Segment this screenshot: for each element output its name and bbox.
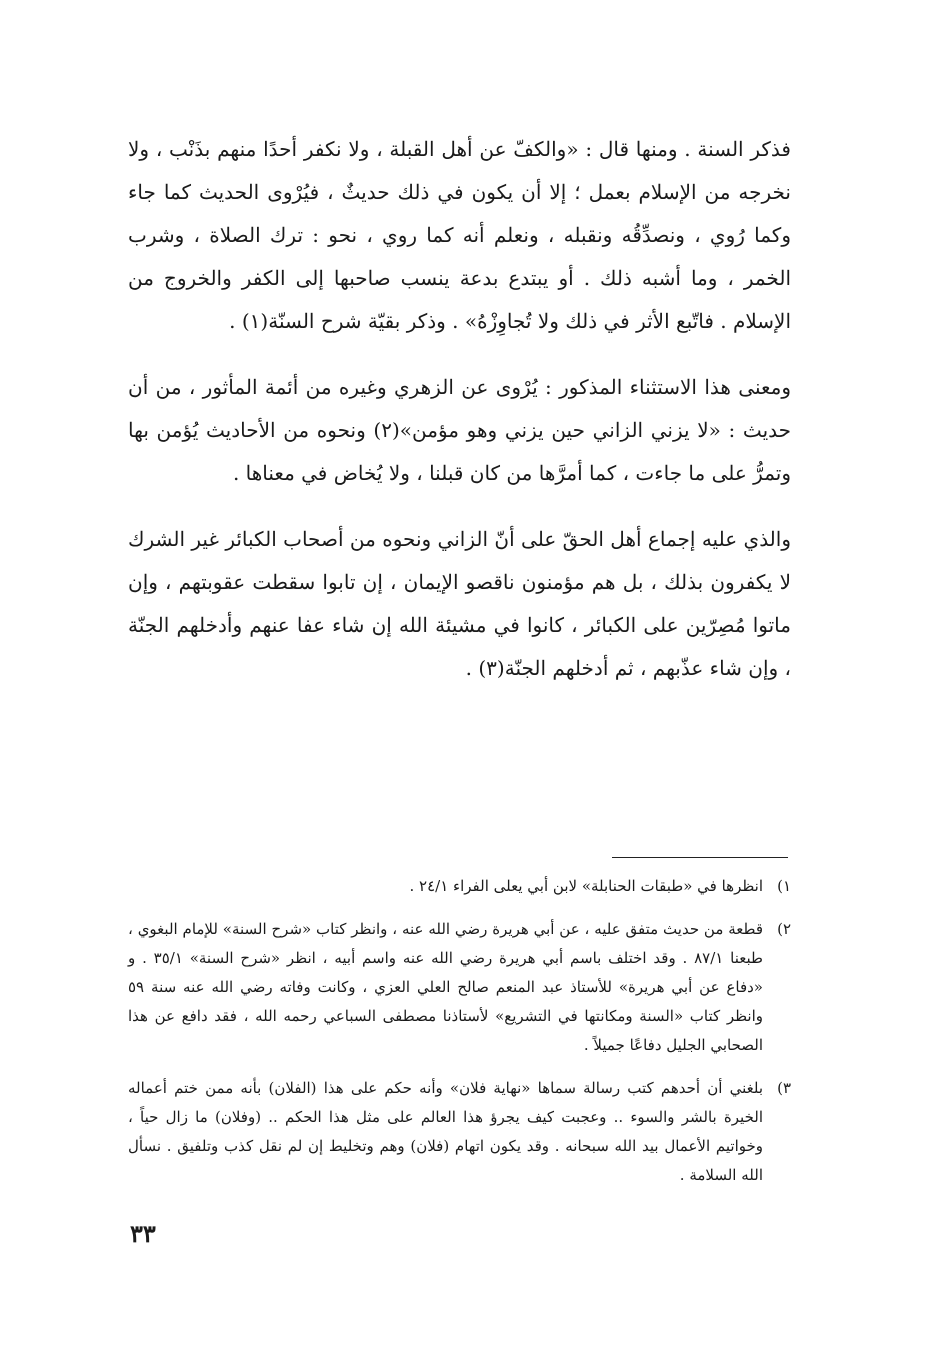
paragraph-2: ومعنى هذا الاستثناء المذكور : يُرْوى عن الزهري وغيره من أئمة المأثور ، من أن حديث : «لا يزني الزاني حين يزني وهو مؤمن»(٢) ونحوه من الأحاديث يُؤمن بها وتمرُّ على ما جاءت ، كما أمرَّها من كان قبلنا ، ولا يُخاض في معناها . xyxy=(128,375,791,485)
footnote-number: ١) xyxy=(777,877,791,895)
page-number: ٣٣ xyxy=(130,1219,156,1248)
footnote-number: ٣) xyxy=(777,1079,791,1097)
footnote-text: بلغني أن أحدهم كتب رسالة سماها «نهاية فلان» وأنه حكم على هذا (الفلان) بأنه ممن ختم أعماله الخيرة بالشر والسوء .. وعجبت كيف يجرؤ هذا العالم على مثل هذا الحكم .. (وفلان) ما زال حياً ، وخواتيم الأعمال بيد الله سبحانه . وقد يكون اتهام (فلان) وهم وتخليط إن لم نقل كذب وتلفيق . نسأل الله السلامة . xyxy=(128,1079,763,1184)
paragraph-3: والذي عليه إجماع أهل الحقّ على أنّ الزاني ونحوه من أصحاب الكبائر غير الشرك لا يكفرون بذلك ، بل هم مؤمنون ناقصو الإيمان ، إن تابوا سقطت عقوبتهم ، وإن ماتوا مُصِرّين على الكبائر ، كانوا في مشيئة الله إن شاء عفا عنهم وأدخلهم الجنّة ، وإن شاء عذّبهم ، ثم أدخلهم الجنّة(٣) . xyxy=(128,527,791,680)
footnote-2 xyxy=(128,915,791,1060)
footnote-separator xyxy=(612,857,788,858)
footnote-number: ٢) xyxy=(777,920,791,938)
footnote-3 xyxy=(128,1074,791,1190)
footnote-text: قطعة من حديث متفق عليه ، عن أبي هريرة رضي الله عنه ، وانظر كتاب «شرح السنة» للإمام البغوي ، طبعنا ٨٧/١ . وقد اختلف باسم أبي هريرة رضي الله عنه واسم أبيه ، انظر «شرح السنة» ٣٥/١ . و «دفاع عن أبي هريرة» للأستاذ عبد المنعم صالح العلي العزي ، وكانت وفاته رضي الله عنه سنة ٥٩ وانظر كتاب «السنة ومكانتها في التشريع» لأستاذنا مصطفى السباعي رحمه الله ، فقد دافع عن هذا الصحابي الجليل دفاعًا جميلاً . xyxy=(128,920,763,1054)
footnotes xyxy=(128,872,791,1204)
footnote-text: انظرها في «طبقات الحنابلة» لابن أبي يعلى الفراء ٢٤/١ . xyxy=(409,877,763,895)
paragraph-1: فذكر السنة . ومنها قال : «والكفّ عن أهل القبلة ، ولا نكفر أحدًا منهم بذَنْب ، ولا نخرجه من الإسلام بعمل ؛ إلا أن يكون في ذلك حديثٌ ، فيُرْوى الحديث كما جاء وكما رُوي ، ونصدِّقُه ونقبله ، ونعلم أنه كما روي ، نحو : ترك الصلاة ، وشرب الخمر ، وما أشبه ذلك . أو يبتدع بدعة ينسب صاحبها إلى الكفر والخروج من الإسلام . فاتّبع الأثر في ذلك ولا تُجاوِزْهُ» . وذكر بقيّة شرح السنّة(١) . xyxy=(128,137,792,333)
footnote-1 xyxy=(128,872,791,901)
main-text xyxy=(128,128,791,713)
